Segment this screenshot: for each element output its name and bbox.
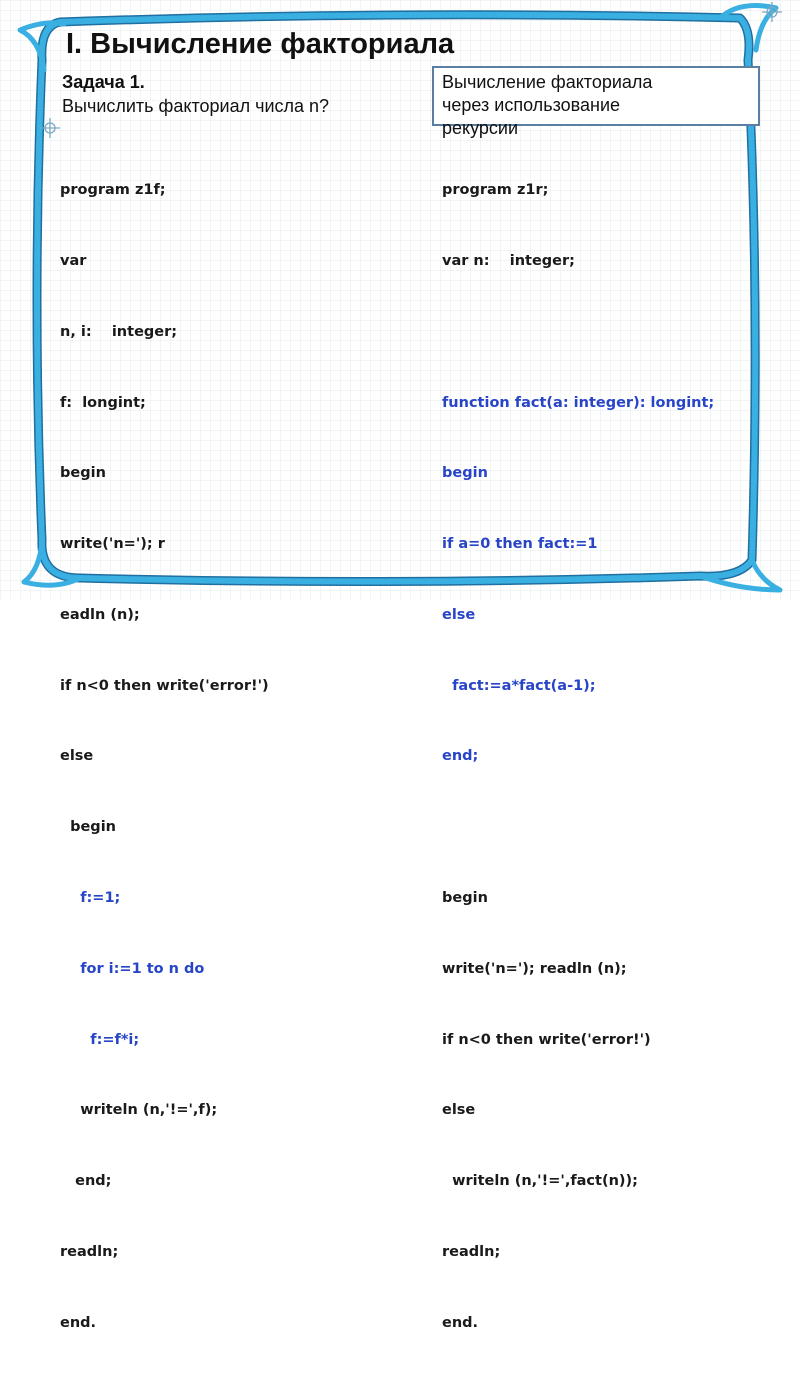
code-line (442, 816, 714, 840)
code-line: begin (442, 465, 488, 482)
task-heading: Задача 1. (62, 72, 145, 92)
code-line: if a=0 then fact:=1 (442, 536, 598, 553)
code-line: readln; (442, 1243, 501, 1260)
code-line: f: longint; (60, 394, 146, 411)
code-line: begin (60, 819, 116, 836)
task-text: Вычислить факториал числа n? (62, 96, 330, 116)
code-line: f:=f*i; (60, 1031, 140, 1048)
task-description (62, 70, 329, 118)
code-line: if n<0 then write('error!') (442, 1031, 651, 1048)
code-line: end; (60, 1173, 112, 1190)
code-line: writeln (n,'!=',fact(n)); (442, 1173, 638, 1190)
code-line: eadln (n); (60, 606, 140, 623)
code-line: end. (60, 1314, 97, 1331)
note-line: через использование (442, 95, 621, 115)
note-line: Вычисление факториала (442, 72, 653, 92)
code-line: else (442, 1102, 476, 1119)
code-line: write('n='); r (60, 536, 165, 553)
code-line: fact:=a*fact(a-1); (442, 677, 596, 694)
code-line: program z1f; (60, 182, 166, 199)
code-line: program z1r; (442, 182, 549, 199)
code-line: readln; (60, 1243, 119, 1260)
code-line: begin (442, 890, 488, 906)
code-line: if n<0 then write('error!') (60, 677, 269, 694)
code-line (442, 321, 714, 345)
code-line: var (60, 252, 87, 269)
code-line: writeln (n,'!=',f); (60, 1102, 218, 1119)
code-line: function fact(a: integer): longint; (442, 394, 715, 411)
code-line: else (60, 748, 94, 765)
code-line: end. (442, 1314, 479, 1331)
code-line: f:=1; (60, 890, 121, 906)
code-line: write('n='); readln (n); (442, 960, 627, 977)
note-line: рекурсии (442, 118, 519, 138)
recursion-note-box (432, 66, 760, 138)
code-line: var n: integer; (442, 252, 575, 269)
code-line: for i:=1 to n do (60, 960, 205, 977)
code-line: end; (442, 748, 479, 765)
code-iterative (60, 132, 269, 1382)
code-line: else (442, 606, 476, 623)
code-recursive (442, 132, 714, 1382)
code-line: n, i: integer; (60, 323, 178, 340)
slide-title: I. Вычисление факториала (66, 28, 455, 60)
code-line: begin (60, 465, 106, 482)
